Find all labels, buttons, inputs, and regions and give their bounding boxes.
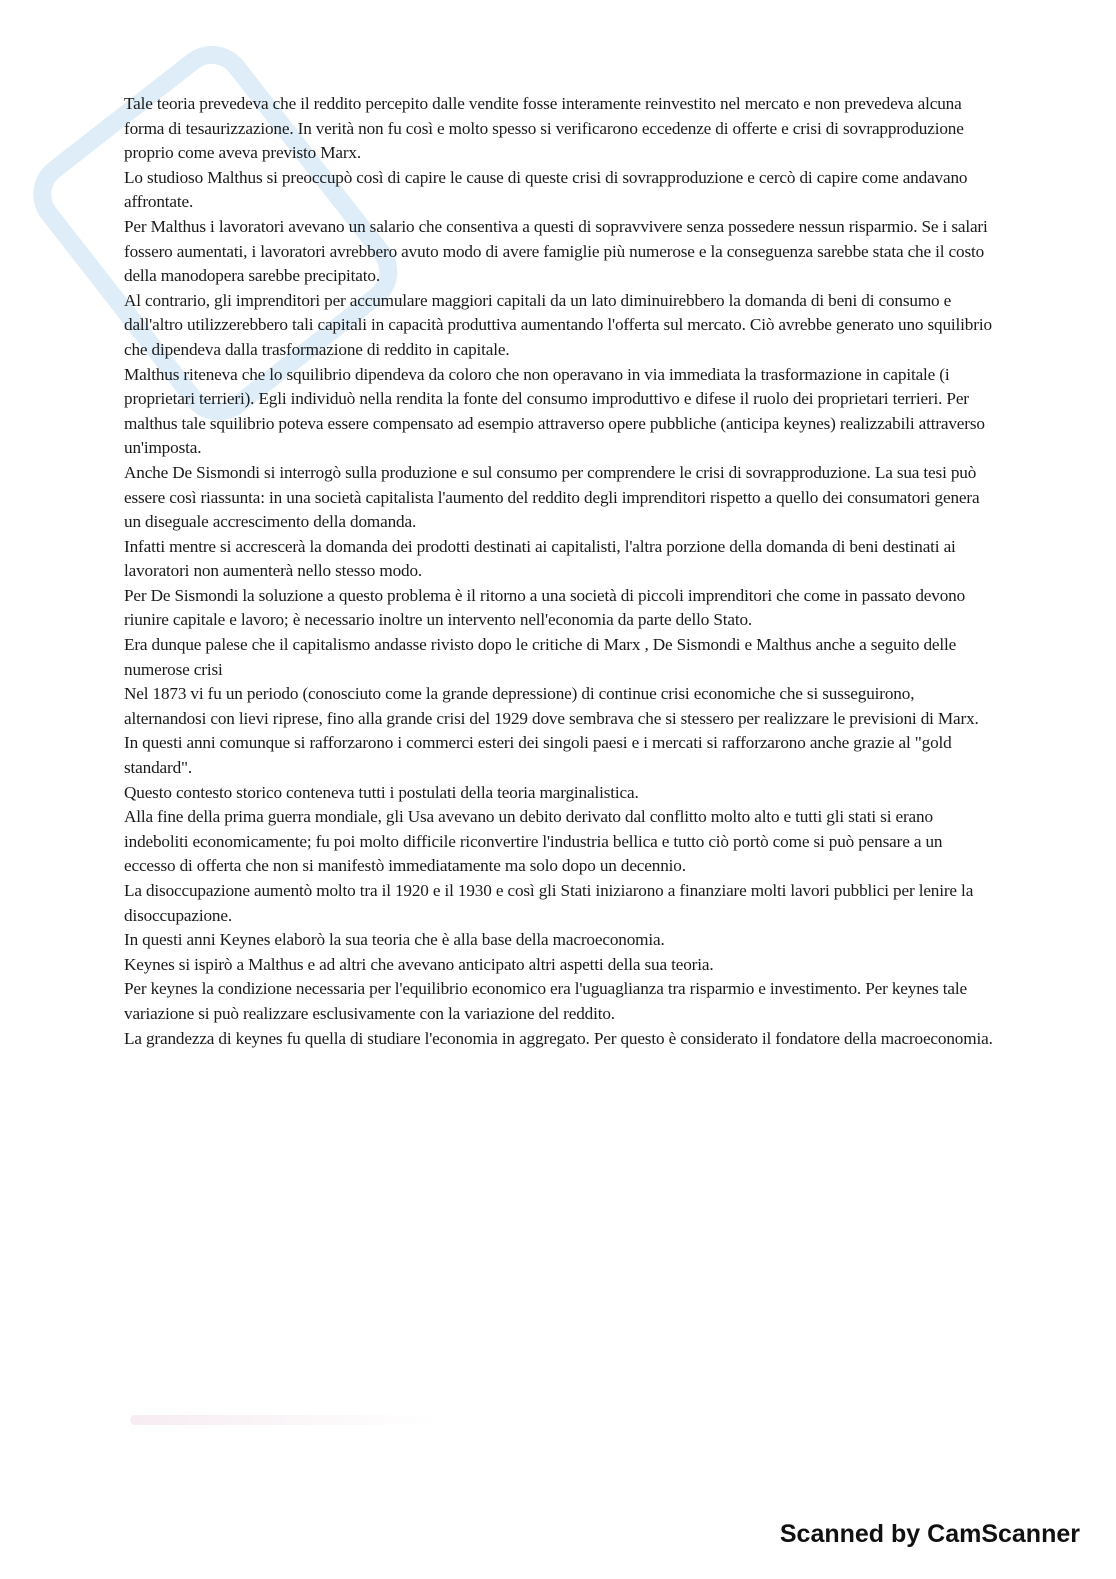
- paragraph: Per De Sismondi la soluzione a questo problema è il ritorno a una società di piccoli imprenditori che come in passato devono riunire capitale e lavoro; è necessario inoltre un intervento nell'economia da parte dello Stato.: [124, 585, 966, 630]
- paragraph: Lo studioso Malthus si preoccupò così di capire le cause di queste crisi di sovrapproduzione e cercò di capire come andavano affrontate.: [124, 167, 968, 212]
- paragraph: La disoccupazione aumentò molto tra il 1920 e il 1930 e così gli Stati iniziarono a finanziare molti lavori pubblici per lenire la disoccupazione.: [124, 881, 974, 925]
- document-body: [124, 92, 996, 1051]
- paragraph: Questo contesto storico conteneva tutti i postulati della teoria marginalistica.: [124, 782, 639, 802]
- paragraph: Malthus riteneva che lo squilibrio dipendeva da coloro che non operavano in via immediata la trasformazione in capitale (i proprietari terrieri). Egli individuò nella rendita la fonte del consumo improduttivo e difese il ruolo dei proprietari terrieri. Per malthus tale squilibrio poteva essere compensato ad esempio attraverso opere pubbliche (anticipa keynes) realizzabili attraverso un'imposta.: [124, 364, 985, 458]
- paragraph: Keynes si ispirò a Malthus e ad altri che avevano anticipato altri aspetti della sua teoria.: [124, 954, 714, 974]
- paragraph: In questi anni comunque si rafforzarono i commerci esteri dei singoli paesi e i mercati si rafforzarono anche grazie al "gold standard".: [124, 733, 952, 778]
- paragraph: Nel 1873 vi fu un periodo (conosciuto come la grande depressione) di continue crisi economiche che si susseguirono, alternandosi con lievi riprese, fino alla grande crisi del 1929 dove sembrava che si stessero per realizzare le previsioni di Marx.: [124, 684, 979, 728]
- paragraph: Per keynes la condizione necessaria per l'equilibrio economico era l'uguaglianza tra risparmio e investimento. Per keynes tale variazione si può realizzare esclusivamente con la variazione del reddito.: [124, 979, 968, 1023]
- paragraph: In questi anni Keynes elaborò la sua teoria che è alla base della macroeconomia.: [124, 930, 665, 950]
- paragraph: Tale teoria prevedeva che il reddito percepito dalle vendite fosse interamente reinvestito nel mercato e non prevedeva alcuna forma di tesaurizzazione. In verità non fu così e molto spesso si verificarono eccedenze di offerte e crisi di sovrapproduzione proprio come aveva previsto Marx.: [124, 94, 964, 163]
- paragraph: Alla fine della prima guerra mondiale, gli Usa avevano un debito derivato dal conflitto molto alto e tutti gli stati si erano indeboliti economicamente; fu poi molto difficile riconvertire l'industria bellica e tutto ciò portò come si può pensare a un eccesso di offerta che non si manifestò immediatamente ma solo dopo un decennio.: [124, 807, 943, 876]
- paragraph: Per Malthus i lavoratori avevano un salario che consentiva a questi di sopravvivere senza possedere nessun risparmio. Se i salari fossero aumentati, i lavoratori avrebbero avuto modo di avere famiglie più numerose e la conseguenza sarebbe stata che il costo della manodopera sarebbe precipitato.: [124, 216, 988, 286]
- paragraph: Infatti mentre si accrescerà la domanda dei prodotti destinati ai capitalisti, l'altra porzione della domanda di beni destinati ai lavoratori non aumenterà nello stesso modo.: [124, 536, 956, 581]
- scanner-label: Scanned by CamScanner: [779, 1520, 1080, 1548]
- paragraph: Era dunque palese che il capitalismo andasse rivisto dopo le critiche di Marx , De Sismondi e Malthus anche a seguito delle numerose crisi: [124, 635, 957, 679]
- paragraph: Anche De Sismondi si interrogò sulla produzione e sul consumo per comprendere le crisi di sovrapproduzione. La sua tesi può essere così riassunta: in una società capitalista l'aumento del reddito degli imprenditori rispetto a quello dei consumatori genera un diseguale accrescimento della domanda.: [124, 462, 980, 532]
- paragraph: Al contrario, gli imprenditori per accumulare maggiori capitali da un lato diminuirebbero la domanda di beni di consumo e dall'altro utilizzerebbero tali capitali in capacità produttiva aumentando l'offerta sul mercato. Ciò avrebbe generato uno squilibrio che dipendeva dalla trasformazione di reddito in capitale.: [124, 290, 992, 359]
- paragraph: La grandezza di keynes fu quella di studiare l'economia in aggregato. Per questo è considerato il fondatore della macroeconomia.: [124, 1028, 993, 1048]
- scan-smudge: [130, 1415, 440, 1425]
